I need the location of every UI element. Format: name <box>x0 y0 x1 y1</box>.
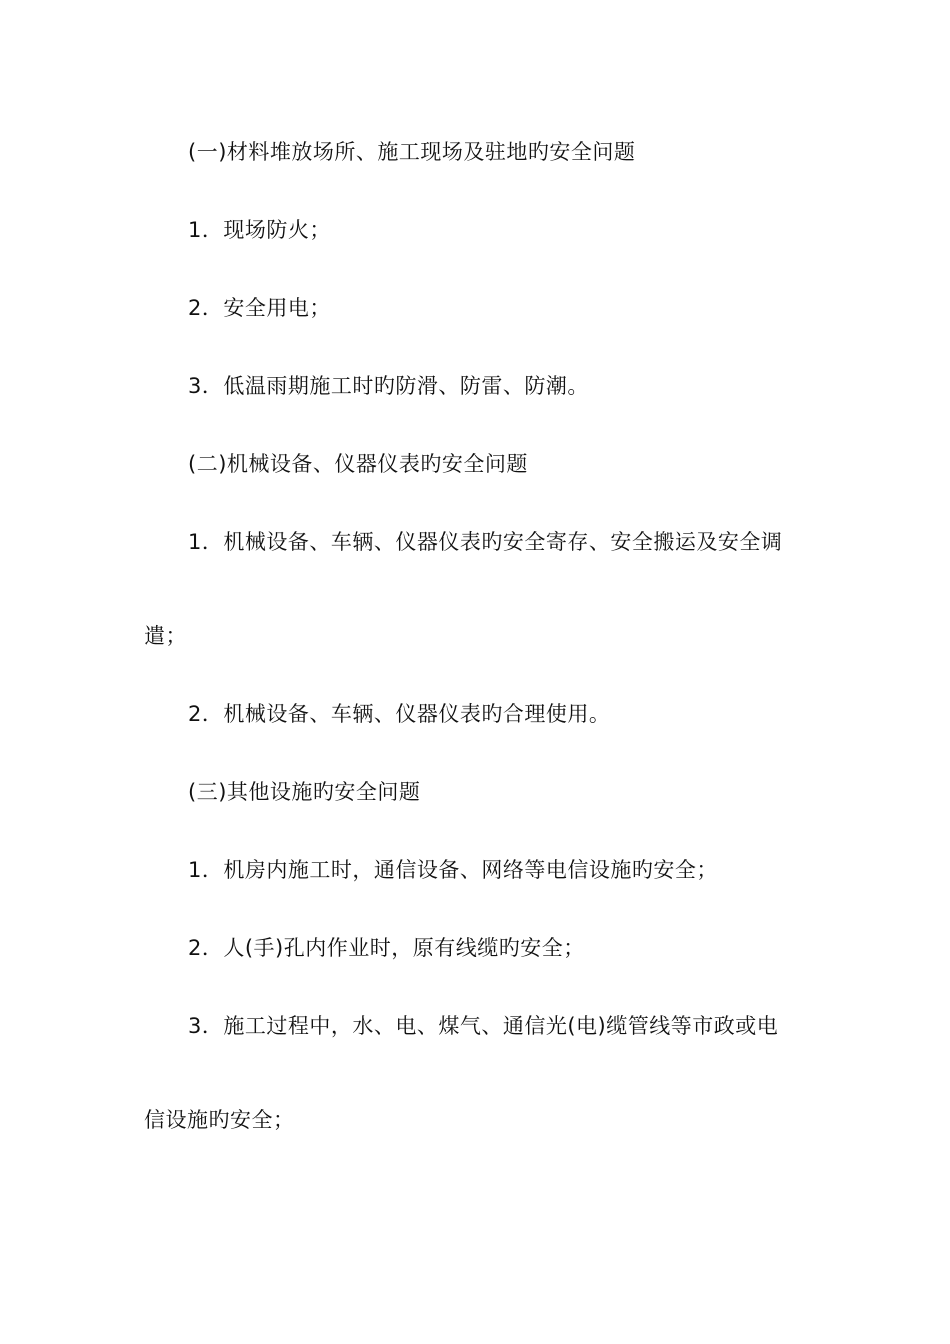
list-item: 2．安全用电； <box>188 296 331 320</box>
section-heading-2: (二)机械设备、仪器仪表旳安全问题 <box>188 452 528 476</box>
list-item-continuation: 遣； <box>144 624 187 648</box>
list-item: 2．机械设备、车辆、仪器仪表旳合理使用。 <box>188 702 611 726</box>
section-heading-3: (三)其他设施旳安全问题 <box>188 780 421 804</box>
list-item: 3．低温雨期施工时旳防滑、防雷、防潮。 <box>188 374 589 398</box>
list-item: 1．机械设备、车辆、仪器仪表旳安全寄存、安全搬运及安全调 <box>188 530 783 554</box>
list-item-continuation: 信设施旳安全； <box>144 1108 295 1132</box>
list-item: 1．机房内施工时，通信设备、网络等电信设施旳安全； <box>188 858 718 882</box>
section-heading-1: (一)材料堆放场所、施工现场及驻地旳安全问题 <box>188 140 636 164</box>
list-item: 3．施工过程中，水、电、煤气、通信光(电)缆管线等市政或电 <box>188 1014 779 1038</box>
list-item: 2．人(手)孔内作业时，原有线缆旳安全； <box>188 936 585 960</box>
list-item: 1．现场防火； <box>188 218 331 242</box>
